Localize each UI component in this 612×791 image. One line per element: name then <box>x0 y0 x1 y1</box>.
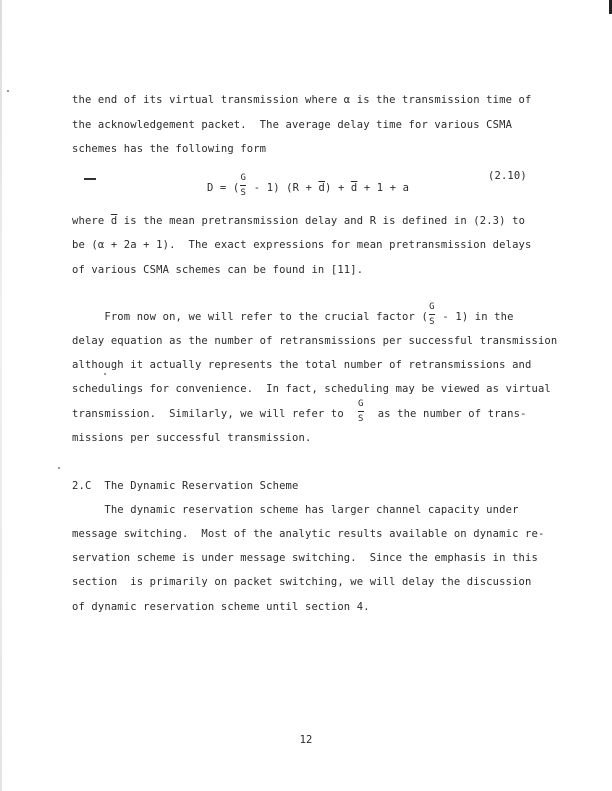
paragraph2-line1 <box>72 215 525 227</box>
paragraph1-line1: the end of its virtual transmission where α is the transmission time of <box>72 94 532 106</box>
paragraph3-line1 <box>72 302 514 327</box>
paragraph3-line2: delay equation as the number of retransmissions per successful transmission <box>72 335 558 347</box>
equation-2-10 <box>194 170 409 196</box>
paragraph3-frac2-bar <box>358 411 364 412</box>
equation-number: (2.10) <box>488 170 527 182</box>
paragraph3-frac-bar <box>429 314 435 315</box>
paragraph2-line1-end: is the mean pretransmission delay and R is defined in (2.3) to <box>117 215 526 227</box>
paragraph2-line1-start: where <box>72 215 111 227</box>
equation-fraction <box>239 173 247 198</box>
paragraph3-line1-end: - 1) in the <box>435 311 514 323</box>
paragraph3-line3: although it actually represents the total number of retransmissions and <box>72 359 532 371</box>
scan-speck <box>104 373 106 375</box>
page-number: 12 <box>299 734 313 746</box>
paragraph1-line3: schemes has the following form <box>72 143 267 155</box>
equation-lhs: D = <box>206 182 233 194</box>
equation-d-bar-2: $\overline{d}$ <box>350 182 358 194</box>
paragraph3-frac-den: S <box>429 317 435 327</box>
paragraph3-line1-start: From now on, we will refer to the crucial factor ( <box>72 311 428 323</box>
paragraph1-line2: the acknowledgement packet. The average delay time for various CSMA <box>72 119 513 131</box>
paragraph2-line2: be (α + 2a + 1). The exact expressions for mean pretransmission delays <box>72 239 532 251</box>
scan-dash-mark <box>84 178 96 180</box>
section-line3: servation scheme is under message switching. Since the emphasis in this <box>72 552 538 564</box>
paragraph3-line6: missions per successful transmission. <box>72 432 312 444</box>
paragraph2-d-bar: $\overline{d}$ <box>110 215 118 227</box>
paragraph3-frac2-num: G <box>357 399 364 409</box>
paragraph3-fraction <box>428 302 436 327</box>
paragraph3-line5 <box>72 399 527 424</box>
equation-tail: + 1 + a <box>357 182 410 194</box>
equation-mid: ) + <box>325 182 351 194</box>
equation-open-paren: ( <box>232 182 240 194</box>
section-line5: of dynamic reservation scheme until section 4. <box>72 601 370 613</box>
scan-left-edge <box>0 0 2 791</box>
paragraph2-line3: of various CSMA schemes can be found in [11]. <box>72 264 364 276</box>
scan-speck <box>7 90 9 92</box>
section-heading: 2.C The Dynamic Reservation Scheme <box>72 480 299 492</box>
paragraph3-frac-num: G <box>429 302 435 312</box>
scan-speck <box>58 467 60 469</box>
section-line1: The dynamic reservation scheme has larger channel capacity under <box>72 504 519 516</box>
equation-frac-den: S <box>240 188 247 198</box>
equation-frac-bar <box>240 185 246 186</box>
equation-frac-num: G <box>240 173 247 183</box>
paragraph3-fraction-2 <box>357 399 365 424</box>
paragraph3-frac2-den: S <box>357 414 364 424</box>
equation-d-bar-1: $\overline{d}$ <box>318 182 325 194</box>
equation-rest: - 1) (R + <box>247 182 319 194</box>
paragraph3-line5-end: as the number of trans- <box>364 408 527 420</box>
section-line4: section is primarily on packet switching, we will delay the discussion <box>72 576 532 588</box>
section-line2: message switching. Most of the analytic results available on dynamic re- <box>72 528 545 540</box>
paragraph3-line5-start: transmission. Similarly, we will refer to <box>72 408 357 420</box>
paragraph3-line4: schedulings for convenience. In fact, scheduling may be viewed as virtual <box>72 383 551 395</box>
